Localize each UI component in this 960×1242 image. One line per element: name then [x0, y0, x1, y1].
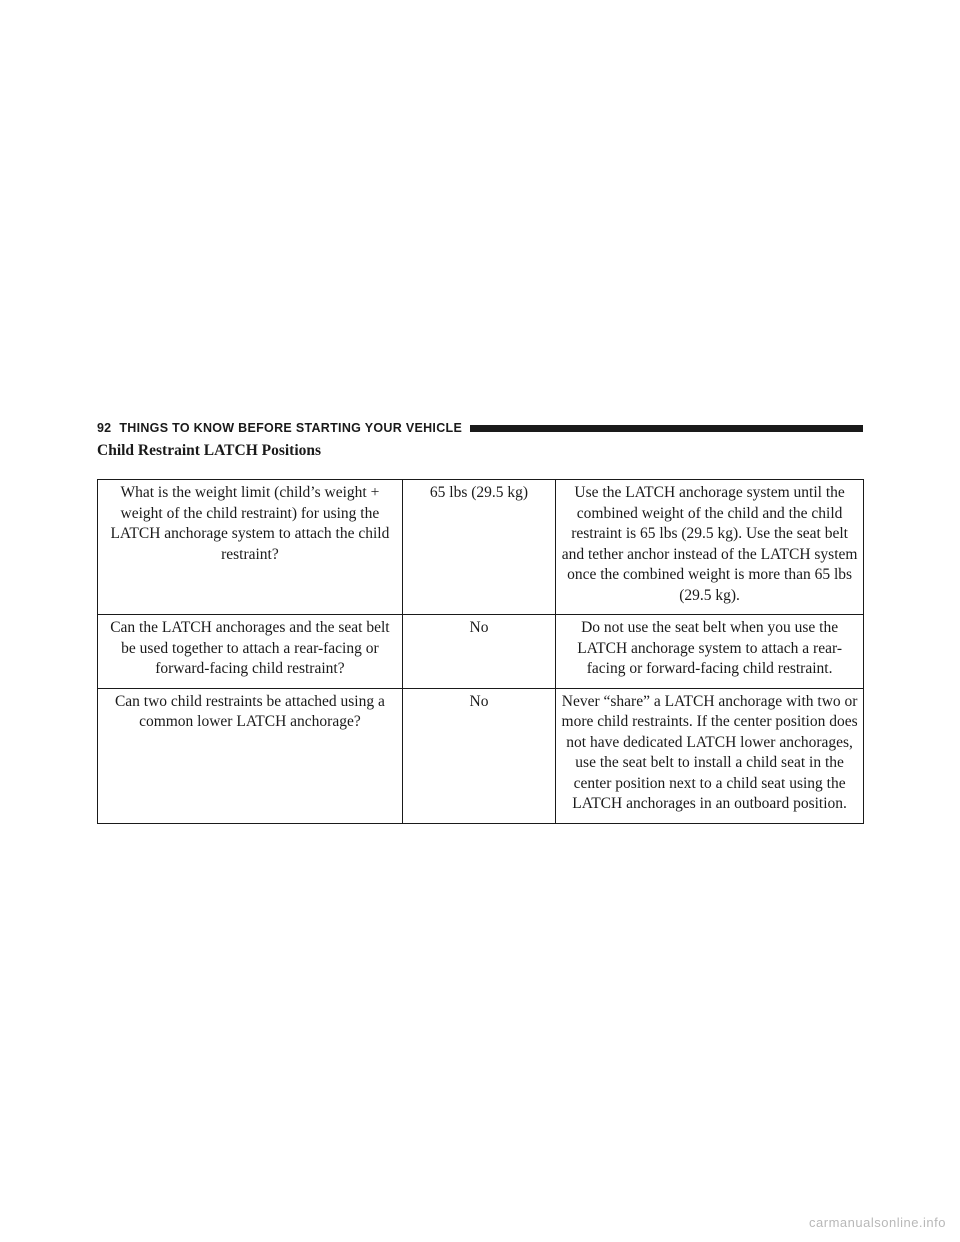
question-cell: Can two child restraints be attached using a common lower LATCH anchorage? — [98, 688, 403, 823]
note-cell: Use the LATCH anchorage system until the combined weight of the child and the child restraint is 65 lbs (29.5 kg). Use the seat belt and tether anchor instead of the LATCH system once the combined weight is more than 65 lbs (29.5 kg). — [556, 480, 864, 615]
page-header — [97, 419, 863, 437]
latch-positions-table — [97, 479, 864, 824]
answer-cell: 65 lbs (29.5 kg) — [402, 480, 555, 615]
header-rule — [470, 425, 863, 432]
page-heading: Child Restraint LATCH Positions — [97, 442, 322, 459]
question-cell: What is the weight limit (child’s weight + weight of the child restraint) for using the LATCH anchorage system to attach the child restraint? — [98, 480, 403, 615]
section-title: THINGS TO KNOW BEFORE STARTING YOUR VEHICLE — [119, 421, 463, 435]
note-cell: Never “share” a LATCH anchorage with two or more child restraints. If the center position does not have dedicated LATCH lower anchorages, use the seat belt to install a child seat in the center position next to a child seat using the LATCH anchorages in an outboard position. — [556, 688, 864, 823]
answer-cell: No — [402, 615, 555, 689]
page-number: 92 — [97, 421, 112, 435]
table-row — [98, 615, 864, 689]
note-cell: Do not use the seat belt when you use the LATCH anchorage system to attach a rear-facing or forward-facing child restraint. — [556, 615, 864, 689]
answer-cell: No — [402, 688, 555, 823]
watermark: carmanualsonline.info — [809, 1215, 946, 1230]
question-cell: Can the LATCH anchorages and the seat belt be used together to attach a rear-facing or forward-facing child restraint? — [98, 615, 403, 689]
table-row — [98, 480, 864, 615]
table-row — [98, 688, 864, 823]
